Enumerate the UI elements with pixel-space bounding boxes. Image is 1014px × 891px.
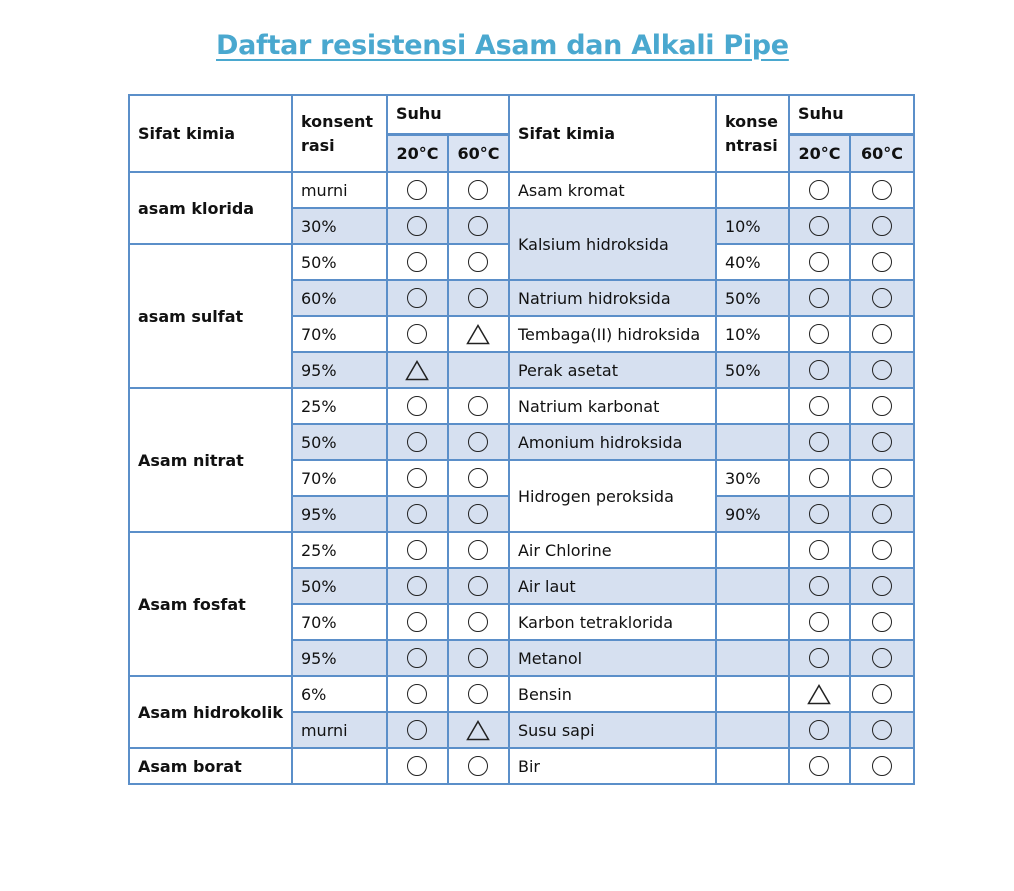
left-20c-rating [387,532,448,568]
table-body [129,172,914,784]
right-concentration [716,748,789,784]
right-60c-rating [850,208,914,244]
right-chemical-name: Hidrogen peroksida [509,460,716,532]
right-60c-rating [850,460,914,496]
right-chemical-name: Bensin [509,676,716,712]
left-60c-rating [448,604,509,640]
right-concentration: 50% [716,280,789,316]
right-concentration: 10% [716,316,789,352]
right-20c-rating [789,604,850,640]
header-left-name: Sifat kimia [129,95,292,172]
right-chemical-name: Kalsium hidroksida [509,208,716,280]
page-title: Daftar resistensi Asam dan Alkali Pipe [216,30,789,61]
resistant-circle-icon [872,432,892,452]
left-60c-rating [448,208,509,244]
resistant-circle-icon [407,288,427,308]
right-60c-rating [850,676,914,712]
resistant-circle-icon [872,216,892,236]
table-row [129,748,914,784]
left-20c-rating [387,568,448,604]
resistant-circle-icon [809,180,829,200]
left-60c-rating [448,172,509,208]
resistant-circle-icon [872,252,892,272]
left-60c-rating [448,748,509,784]
resistant-circle-icon [407,216,427,236]
limited-triangle-icon [807,684,831,705]
right-concentration [716,604,789,640]
left-20c-rating [387,172,448,208]
resistant-circle-icon [468,180,488,200]
left-60c-rating [448,244,509,280]
right-concentration: 10% [716,208,789,244]
left-concentration: 30% [292,208,387,244]
right-60c-rating [850,316,914,352]
resistant-circle-icon [809,504,829,524]
right-60c-rating [850,244,914,280]
resistant-circle-icon [407,720,427,740]
left-20c-rating [387,712,448,748]
header-right-20c: 20°C [789,134,850,172]
right-chemical-name: Air Chlorine [509,532,716,568]
resistant-circle-icon [407,576,427,596]
resistant-circle-icon [407,756,427,776]
resistant-circle-icon [407,324,427,344]
right-60c-rating [850,748,914,784]
header-right-name: Sifat kimia [509,95,716,172]
resistant-circle-icon [468,612,488,632]
left-chemical-name: asam klorida [129,172,292,244]
table-row [129,676,914,712]
right-20c-rating [789,244,850,280]
left-chemical-name: Asam nitrat [129,388,292,532]
left-20c-rating [387,676,448,712]
resistant-circle-icon [809,396,829,416]
right-60c-rating [850,388,914,424]
resistant-circle-icon [809,432,829,452]
resistant-circle-icon [809,324,829,344]
right-concentration [716,172,789,208]
right-chemical-name: Natrium hidroksida [509,280,716,316]
resistant-circle-icon [872,180,892,200]
resistant-circle-icon [809,720,829,740]
left-chemical-name: Asam borat [129,748,292,784]
right-60c-rating [850,496,914,532]
left-concentration: 50% [292,424,387,460]
right-concentration [716,424,789,460]
limited-triangle-icon [466,720,490,741]
left-concentration: 70% [292,604,387,640]
right-60c-rating [850,172,914,208]
right-60c-rating [850,280,914,316]
left-60c-rating [448,496,509,532]
right-60c-rating [850,532,914,568]
header-left-conc: konsentrasi [292,95,387,172]
left-20c-rating [387,244,448,280]
right-20c-rating [789,208,850,244]
right-20c-rating [789,748,850,784]
right-chemical-name: Asam kromat [509,172,716,208]
left-20c-rating [387,424,448,460]
left-60c-rating [448,280,509,316]
limited-triangle-icon [405,360,429,381]
right-60c-rating [850,424,914,460]
left-concentration: 6% [292,676,387,712]
resistant-circle-icon [468,684,488,704]
right-concentration [716,568,789,604]
left-60c-rating [448,568,509,604]
right-20c-rating [789,352,850,388]
right-concentration: 40% [716,244,789,280]
resistance-table [128,94,915,785]
right-60c-rating [850,604,914,640]
left-20c-rating [387,208,448,244]
resistant-circle-icon [809,540,829,560]
resistant-circle-icon [809,288,829,308]
resistant-circle-icon [872,576,892,596]
left-20c-rating [387,748,448,784]
left-concentration [292,748,387,784]
left-20c-rating [387,460,448,496]
right-20c-rating [789,388,850,424]
left-20c-rating [387,352,448,388]
left-20c-rating [387,640,448,676]
right-20c-rating [789,280,850,316]
right-chemical-name: Amonium hidroksida [509,424,716,460]
resistant-circle-icon [468,432,488,452]
right-20c-rating [789,460,850,496]
left-concentration: 70% [292,460,387,496]
right-chemical-name: Natrium karbonat [509,388,716,424]
resistant-circle-icon [407,684,427,704]
resistant-circle-icon [872,360,892,380]
left-concentration: 70% [292,316,387,352]
right-20c-rating [789,568,850,604]
table-header [129,95,914,172]
right-concentration: 30% [716,460,789,496]
resistant-circle-icon [468,756,488,776]
right-20c-rating [789,496,850,532]
right-20c-rating [789,676,850,712]
resistant-circle-icon [872,648,892,668]
right-chemical-name: Karbon tetraklorida [509,604,716,640]
left-20c-rating [387,316,448,352]
left-60c-rating [448,460,509,496]
left-20c-rating [387,496,448,532]
resistant-circle-icon [468,540,488,560]
left-concentration: 25% [292,532,387,568]
resistant-circle-icon [468,648,488,668]
right-chemical-name: Tembaga(II) hidroksida [509,316,716,352]
resistant-circle-icon [809,612,829,632]
resistant-circle-icon [809,468,829,488]
left-concentration: 50% [292,568,387,604]
resistant-circle-icon [872,288,892,308]
resistant-circle-icon [407,648,427,668]
header-left-60c: 60°C [448,134,509,172]
right-60c-rating [850,640,914,676]
header-left-suhu: Suhu [387,95,509,134]
resistant-circle-icon [407,612,427,632]
resistant-circle-icon [872,756,892,776]
table-row [129,388,914,424]
right-20c-rating [789,532,850,568]
resistant-circle-icon [809,576,829,596]
resistant-circle-icon [407,432,427,452]
header-right-60c: 60°C [850,134,914,172]
right-concentration [716,388,789,424]
left-concentration: 95% [292,496,387,532]
left-20c-rating [387,280,448,316]
left-60c-rating [448,676,509,712]
resistant-circle-icon [468,576,488,596]
resistant-circle-icon [872,324,892,344]
resistant-circle-icon [407,252,427,272]
table-row [129,532,914,568]
left-chemical-name: Asam hidrokolik [129,676,292,748]
left-concentration: 95% [292,640,387,676]
resistant-circle-icon [468,288,488,308]
resistant-circle-icon [809,360,829,380]
right-20c-rating [789,712,850,748]
resistant-circle-icon [407,396,427,416]
resistant-circle-icon [407,540,427,560]
resistant-circle-icon [872,540,892,560]
right-chemical-name: Susu sapi [509,712,716,748]
left-concentration: 50% [292,244,387,280]
right-concentration [716,712,789,748]
right-20c-rating [789,172,850,208]
left-concentration: murni [292,172,387,208]
left-60c-rating [448,712,509,748]
right-20c-rating [789,640,850,676]
resistant-circle-icon [468,216,488,236]
right-concentration [716,676,789,712]
left-20c-rating [387,604,448,640]
left-60c-rating [448,388,509,424]
right-60c-rating [850,352,914,388]
right-chemical-name: Metanol [509,640,716,676]
resistant-circle-icon [872,720,892,740]
resistant-circle-icon [809,756,829,776]
resistant-circle-icon [407,180,427,200]
header-right-suhu: Suhu [789,95,914,134]
right-chemical-name: Bir [509,748,716,784]
resistant-circle-icon [809,216,829,236]
right-60c-rating [850,712,914,748]
resistant-circle-icon [872,396,892,416]
left-concentration: 95% [292,352,387,388]
resistant-circle-icon [872,468,892,488]
right-concentration: 90% [716,496,789,532]
left-20c-rating [387,388,448,424]
resistant-circle-icon [407,468,427,488]
left-concentration: 25% [292,388,387,424]
right-chemical-name: Perak asetat [509,352,716,388]
right-20c-rating [789,424,850,460]
right-concentration [716,532,789,568]
left-60c-rating [448,352,509,388]
resistant-circle-icon [468,468,488,488]
limited-triangle-icon [466,324,490,345]
resistant-circle-icon [872,612,892,632]
left-chemical-name: asam sulfat [129,244,292,388]
left-concentration: murni [292,712,387,748]
resistant-circle-icon [872,684,892,704]
header-left-20c: 20°C [387,134,448,172]
left-chemical-name: Asam fosfat [129,532,292,676]
resistant-circle-icon [872,504,892,524]
resistant-circle-icon [468,396,488,416]
left-60c-rating [448,532,509,568]
right-60c-rating [850,568,914,604]
header-right-conc: konsentrasi [716,95,789,172]
resistant-circle-icon [809,648,829,668]
right-concentration [716,640,789,676]
resistant-circle-icon [407,504,427,524]
resistant-circle-icon [468,504,488,524]
resistant-circle-icon [809,252,829,272]
left-60c-rating [448,316,509,352]
right-chemical-name: Air laut [509,568,716,604]
table-row [129,172,914,208]
resistant-circle-icon [468,252,488,272]
left-60c-rating [448,424,509,460]
left-concentration: 60% [292,280,387,316]
left-60c-rating [448,640,509,676]
right-20c-rating [789,316,850,352]
right-concentration: 50% [716,352,789,388]
